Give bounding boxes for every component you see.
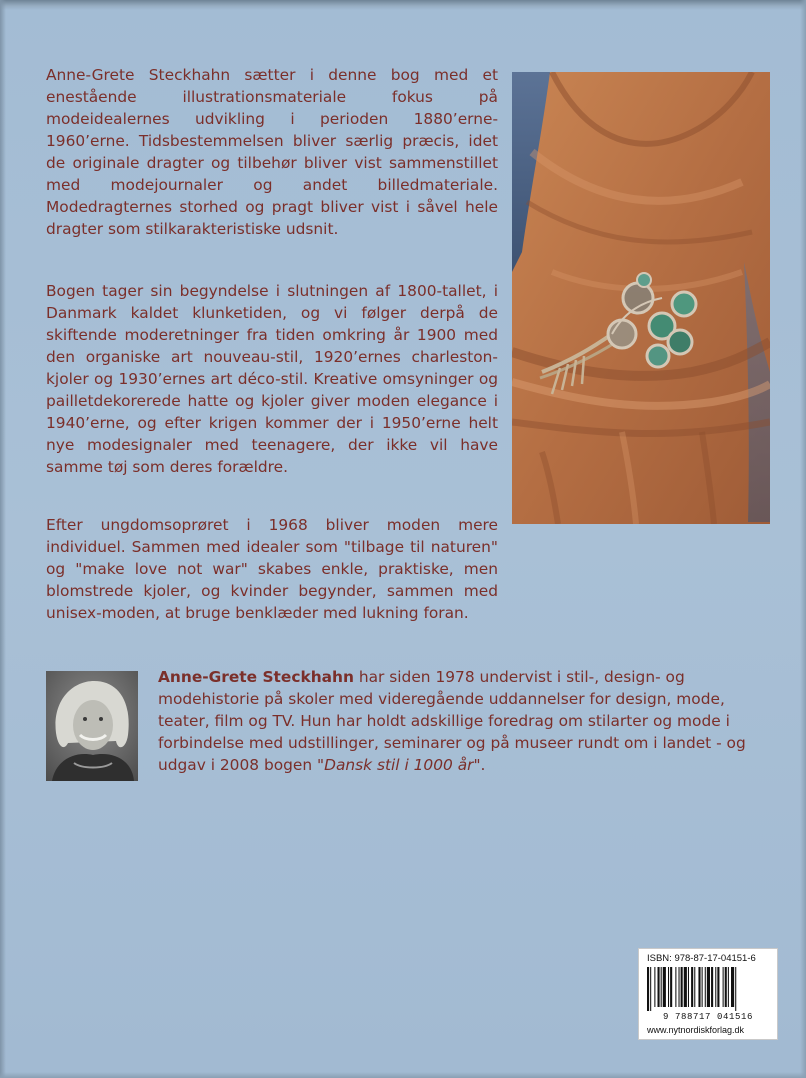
ean-digits: 9 788717 041516 (662, 1012, 753, 1022)
barcode-bar (711, 967, 713, 1007)
barcode-bar (735, 967, 736, 1011)
blurb-paragraph-2: Bogen tager sin begyndelse i slutningen af 1800-tallet, i Danmark kaldet klunketiden, og vi følger derpå de skiftende moderetninger fra tiden omkring år 1900 med den organiske art nouveau-stil, 1920’ernes charleston-kjoler og 1930’ernes art déco-stil. Kreative omsyninger og pailletdekorerede hatte og kjoler giver moden elegance i 1940’erne, og efter krigen kommer der i 1950’erne helt nye modesignaler med teenagere, der ikke vil have samme tøj som deres forældre. (46, 282, 498, 476)
barcode-bar (658, 967, 660, 1007)
barcode-bar (707, 967, 710, 1007)
blurb-paragraph-1: Anne-Grete Steckhahn sætter i denne bog med et enestående illustrationsmateriale fokus på modeidealernes udvikling i perioden 1880’erne-1960’erne. Tidsbestemmelsen bliver særlig præcis, idet de originale dragter og tilbehør bliver vist sammenstillet med modejournaler og andet billedmateriale. Modedragternes storhed og pragt bliver vist i såvel hele dragter som stilkarakteristiske udsnit. (46, 66, 498, 238)
barcode-label (638, 948, 778, 1040)
barcode-bar (663, 967, 666, 1007)
author-bio (158, 666, 770, 776)
barcode-bar (702, 967, 703, 1007)
dress-photo-icon (512, 72, 770, 524)
barcode-icon (645, 967, 771, 1011)
author-portrait (46, 671, 138, 781)
barcode-bar (675, 967, 676, 1007)
barcode-bar (715, 967, 716, 1007)
barcode-bar (681, 967, 683, 1007)
barcode-bar (731, 967, 734, 1007)
barcode-bar (668, 967, 669, 1007)
barcode-bar (705, 967, 706, 1007)
publisher-website: www.nytnordiskforlag.dk (647, 1025, 745, 1035)
author-bio-end: . (480, 756, 486, 774)
isbn-text: ISBN: 978-87-17-04151-6 (647, 953, 756, 964)
barcode-bar (684, 967, 687, 1007)
author-name: Anne-Grete Steckhahn (158, 668, 354, 686)
barcode-bar (647, 967, 649, 1011)
barcode-bar (725, 967, 727, 1007)
barcode-bar (723, 967, 724, 1007)
author-bio-text: har siden 1978 undervist i stil-, design- og modehistorie på skoler med videregående uddannelser for design, mode, teater, film og TV. Hun har holdt adskillige foredrag om stilarter og mode i forbindelse med udstillinger, seminarer og på museer rundt om i landet - og udgav i 2008 bogen (158, 668, 746, 774)
dress-brooch-photo (512, 72, 770, 524)
author-portrait-icon (46, 671, 138, 781)
cover-left-edge (0, 0, 6, 1078)
barcode-bar (670, 967, 672, 1007)
barcode-bar (679, 967, 680, 1007)
cover-top-edge (0, 0, 806, 10)
barcode-bar (688, 967, 689, 1007)
barcode-bar (694, 967, 695, 1007)
blurb-paragraph-3: Efter ungdomsoprøret i 1968 bliver moden mere individuel. Sammen med idealer som "tilbage til naturen" og "make love not war" skabes enkle, praktiske, men blomstrede kjoler, og kvinder begynder, sammen med unisex-moden, at bruge benklæder med lukning foran. (46, 516, 498, 622)
barcode-bar (654, 967, 655, 1007)
barcode-bar (691, 967, 693, 1007)
barcode-bar (728, 967, 729, 1007)
barcode-bar (661, 967, 662, 1007)
barcode-bar (698, 967, 700, 1007)
cover-bottom-edge (0, 1072, 806, 1078)
barcode-bar (650, 967, 651, 1011)
cover-right-edge (800, 0, 806, 1078)
book-title-reference: "Dansk stil i 1000 år" (317, 756, 481, 774)
barcode-bar (717, 967, 719, 1007)
